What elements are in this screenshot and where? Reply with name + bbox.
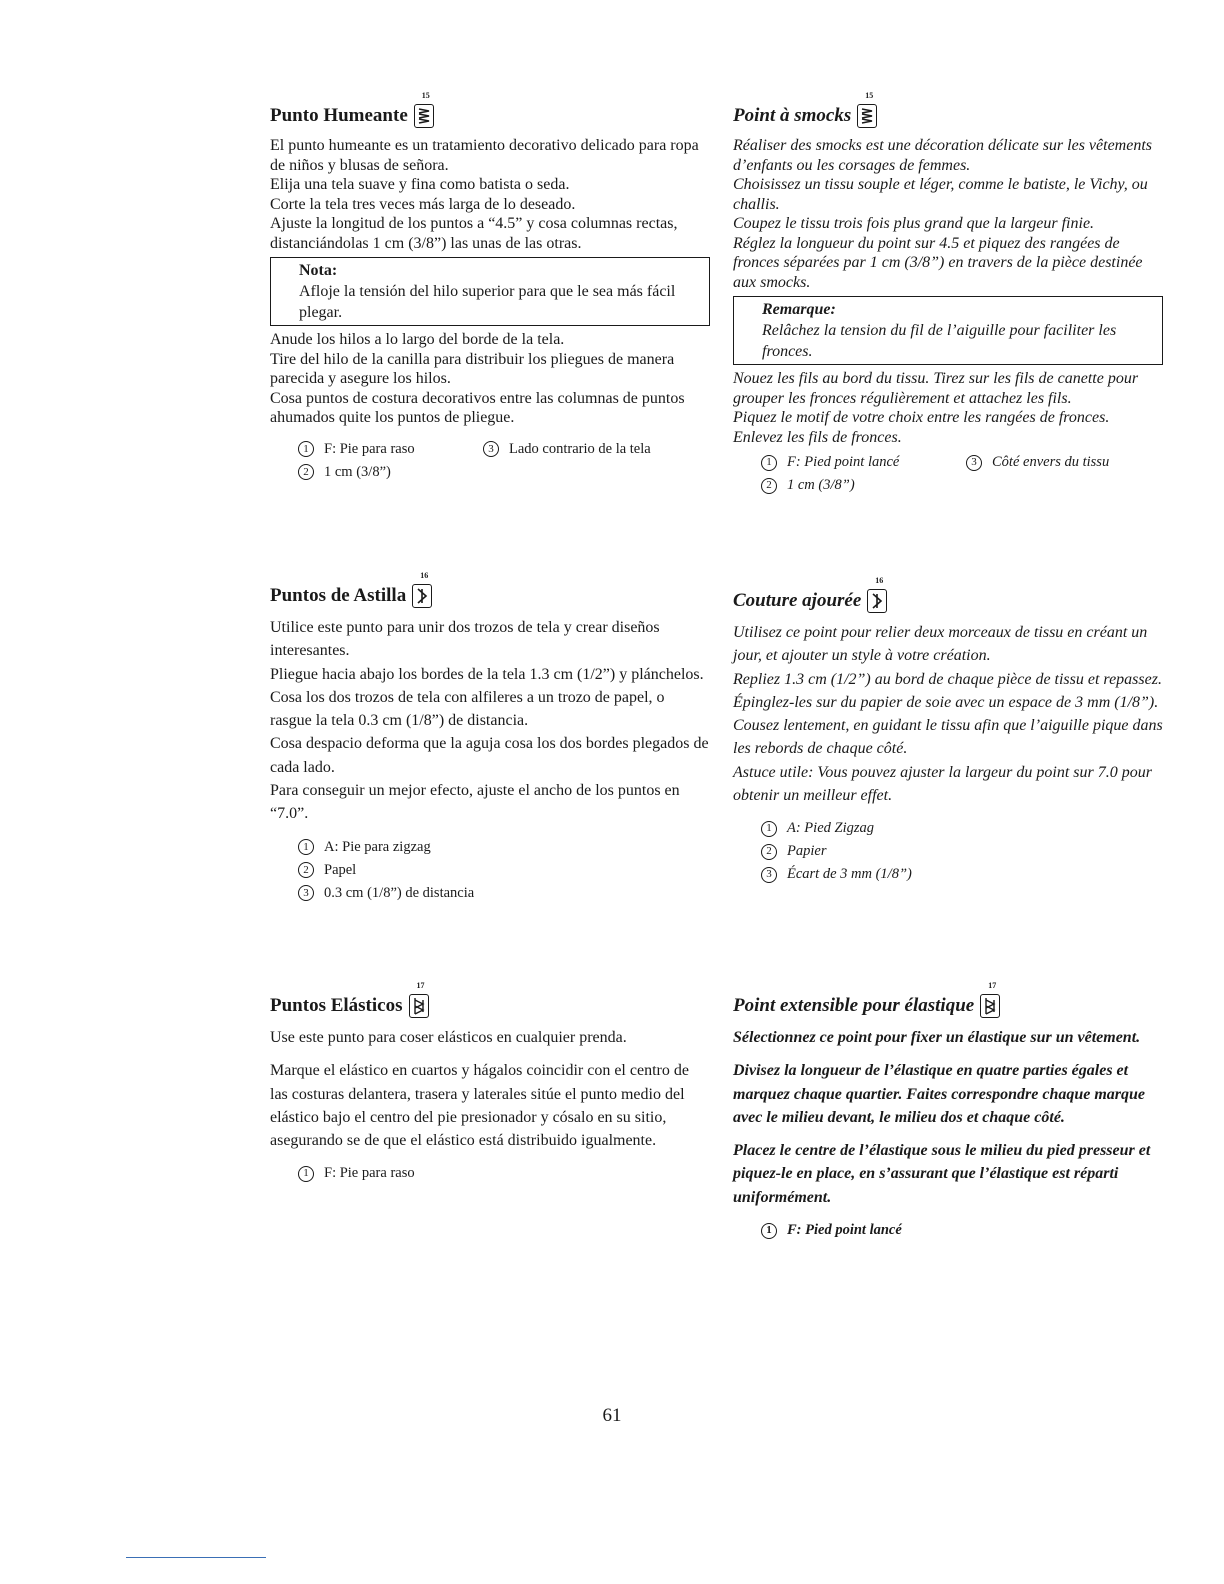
paragraph: Réglez la longueur du point sur 4.5 et piquez des rangées de fronces séparées par 1 cm (3/8”) en travers de la pièce destinée aux smocks. bbox=[733, 234, 1143, 291]
legend-item: 2 1 cm (3/8”) bbox=[733, 474, 1163, 497]
section-heading bbox=[270, 571, 710, 608]
legend-item: 3 0.3 cm (1/8”) de distancia bbox=[298, 882, 710, 905]
marker-2-icon: 2 bbox=[298, 862, 314, 878]
paragraph: Sélectionnez ce point pour fixer un élastique sur un vêtement. bbox=[733, 1029, 1141, 1046]
legend-list bbox=[270, 836, 710, 905]
section-title: Punto Humeante bbox=[270, 105, 408, 127]
paragraph: Elija una tela suave y fina como batista o seda. bbox=[270, 176, 570, 193]
legend-item: 1 F: Pied point lancé bbox=[761, 1219, 1163, 1242]
note-box bbox=[270, 257, 710, 326]
paragraph: Utilice este punto para unir dos trozos de tela y crear diseños interesantes. bbox=[270, 619, 660, 660]
marker-3-icon: 3 bbox=[298, 885, 314, 901]
section-couture-ajouree bbox=[733, 576, 1163, 886]
stitch-number: 17 bbox=[988, 981, 997, 990]
legend-item: 2 1 cm (3/8”) bbox=[270, 461, 710, 484]
paragraph: Réaliser des smocks est une décoration délicate sur les vêtements d’enfants ou les corsages de femmes. bbox=[733, 137, 1152, 174]
stitch-number: 16 bbox=[875, 576, 884, 585]
footer-divider bbox=[126, 1557, 266, 1558]
stitch-16-icon bbox=[412, 571, 436, 608]
section-punto-humeante bbox=[270, 91, 710, 484]
marker-2-icon: 2 bbox=[761, 478, 777, 494]
paragraph: Pliegue hacia abajo los bordes de la tela 1.3 cm (1/2”) y plánchelos. bbox=[270, 665, 704, 683]
section-point-extensible bbox=[733, 981, 1163, 1242]
paragraph: Placez le centre de l’élastique sous le milieu du pied presseur et piquez-le en place, en s’assurant que l’élastique est réparti uniformément. bbox=[733, 1142, 1151, 1206]
paragraph: Épinglez-les sur du papier de soie avec un espace de 3 mm (1/8”). bbox=[733, 693, 1159, 711]
legend-item: 3 Côté envers du tissu bbox=[966, 451, 1109, 474]
paragraph: Corte la tela tres veces más larga de lo deseado. bbox=[270, 195, 576, 213]
legend-list bbox=[270, 438, 710, 484]
stitch-16-icon bbox=[867, 576, 891, 613]
paragraph: Anude los hilos a lo largo del borde de la tela. bbox=[270, 331, 565, 348]
note-title: Remarque: bbox=[762, 301, 836, 318]
section-title: Puntos de Astilla bbox=[270, 585, 407, 607]
marker-2-icon: 2 bbox=[761, 844, 777, 860]
paragraph: Ajuste la longitud de los puntos a “4.5” y cosa columnas rectas, distanciándolas 1 cm (3/8”) las unas de las otras. bbox=[270, 215, 678, 252]
stitch-15-icon bbox=[414, 91, 438, 128]
marker-1-icon: 1 bbox=[298, 441, 314, 457]
paragraph: Cosa los dos trozos de tela con alfileres a un trozo de papel, o rasgue la tela 0.3 cm (1/8”) de distancia. bbox=[270, 688, 665, 730]
paragraph: Astuce utile: Vous pouvez ajuster la largeur du point sur 7.0 pour obtenir un meilleur effet. bbox=[733, 763, 1152, 805]
legend-item: 1 A: Pied Zigzag bbox=[761, 817, 1163, 840]
paragraph: Coupez le tissu trois fois plus grand que la largeur finie. bbox=[733, 215, 1095, 232]
paragraph: Cosa despacio deforma que la aguja cosa los dos bordes plegados de cada lado. bbox=[270, 735, 709, 776]
paragraph: Piquez le motif de votre choix entre les rangées de fronces. bbox=[733, 409, 1110, 426]
section-puntos-elasticos bbox=[270, 981, 710, 1185]
paragraph: Tire del hilo de la canilla para distribuir los pliegues de manera parecida y asegure los hilos. bbox=[270, 350, 675, 387]
legend-item: 3 Lado contrario de la tela bbox=[483, 438, 651, 461]
marker-2-icon: 2 bbox=[298, 464, 314, 480]
section-title: Point extensible pour élastique bbox=[733, 995, 975, 1017]
legend-item: 1 F: Pie para raso bbox=[270, 438, 483, 461]
section-title: Couture ajourée bbox=[733, 590, 862, 612]
stitch-17-icon bbox=[409, 981, 433, 1018]
legend-item: 1 A: Pie para zigzag bbox=[298, 836, 710, 859]
stitch-number: 15 bbox=[421, 91, 430, 100]
marker-1-icon: 1 bbox=[298, 839, 314, 855]
paragraph: El punto humeante es un tratamiento decorativo delicado para ropa de niños y blusas de señora. bbox=[270, 137, 699, 174]
legend-item: 2 Papier bbox=[761, 840, 1163, 863]
section-heading bbox=[270, 981, 710, 1018]
paragraph: Cousez lentement, en guidant le tissu afin que l’aiguille pique dans les rebords de chaque côté. bbox=[733, 717, 1163, 758]
note-text: Relâchez la tension du fil de l’aiguille pour faciliter les fronces. bbox=[762, 322, 1117, 360]
paragraph: Enlevez les fils de fronces. bbox=[733, 428, 902, 446]
section-puntos-de-astilla bbox=[270, 571, 710, 905]
section-title: Puntos Elásticos bbox=[270, 995, 403, 1017]
section-title: Point à smocks bbox=[733, 105, 852, 127]
paragraph: Nouez les fils au bord du tissu. Tirez sur les fils de canette pour grouper les fronces régulièrement et attachez les fils. bbox=[733, 370, 1139, 407]
paragraph: Para conseguir un mejor efecto, ajuste el ancho de los puntos en “7.0”. bbox=[270, 782, 680, 823]
legend-item: 3 Écart de 3 mm (1/8”) bbox=[761, 863, 1163, 886]
legend-item: 1 F: Pie para raso bbox=[298, 1162, 710, 1185]
marker-3-icon: 3 bbox=[483, 441, 499, 457]
paragraph: Marque el elástico en cuartos y hágalos coincidir con el centro de las costuras delantera, trasera y laterales sitúe el punto medio del elástico bajo el centro del pie presionador y cósalo en su sitio, asegurando se de que el elástico está distribuido igualmente. bbox=[270, 1062, 689, 1150]
paragraph: Cosa puntos de costura decorativos entre las columnas de puntos ahumados quite los puntos de pliegue. bbox=[270, 389, 685, 426]
note-text: Afloje la tensión del hilo superior para que le sea más fácil plegar. bbox=[299, 283, 676, 321]
stitch-number: 17 bbox=[416, 981, 425, 990]
legend-list bbox=[733, 817, 1163, 886]
section-heading bbox=[733, 576, 1163, 613]
stitch-17-icon bbox=[980, 981, 1004, 1018]
section-heading bbox=[270, 91, 710, 128]
marker-1-icon: 1 bbox=[761, 455, 777, 471]
paragraph: Choisissez un tissu souple et léger, comme le batiste, le Vichy, ou challis. bbox=[733, 176, 1148, 213]
legend-list bbox=[733, 451, 1163, 497]
marker-3-icon: 3 bbox=[761, 867, 777, 883]
paragraph: Use este punto para coser elásticos en cualquier prenda. bbox=[270, 1029, 627, 1046]
note-box bbox=[733, 296, 1163, 365]
marker-1-icon: 1 bbox=[298, 1166, 314, 1182]
legend-item: 2 Papel bbox=[298, 859, 710, 882]
note-title: Nota: bbox=[299, 262, 338, 279]
marker-3-icon: 3 bbox=[966, 455, 982, 471]
marker-1-icon: 1 bbox=[761, 1223, 777, 1239]
legend-item: 1 F: Pied point lancé bbox=[733, 451, 966, 474]
paragraph: Utilisez ce point pour relier deux morceaux de tissu en créant un jour, et ajouter un style à votre création. bbox=[733, 624, 1148, 665]
paragraph: Repliez 1.3 cm (1/2”) au bord de chaque pièce de tissu et repassez. bbox=[733, 670, 1162, 688]
legend-list bbox=[270, 1162, 710, 1185]
paragraph: Divisez la longueur de l’élastique en quatre parties égales et marquez chaque quartier. Faites correspondre chaque marque avec le milieu devant, le milieu dos et chaque côté. bbox=[733, 1062, 1146, 1126]
stitch-number: 16 bbox=[420, 571, 429, 580]
page-number: 61 bbox=[602, 1405, 622, 1426]
section-heading bbox=[733, 91, 1163, 128]
stitch-number: 15 bbox=[865, 91, 874, 100]
marker-1-icon: 1 bbox=[761, 821, 777, 837]
section-point-a-smocks bbox=[733, 91, 1163, 497]
section-heading bbox=[733, 981, 1163, 1018]
legend-list bbox=[733, 1219, 1163, 1242]
stitch-15-icon bbox=[857, 91, 881, 128]
